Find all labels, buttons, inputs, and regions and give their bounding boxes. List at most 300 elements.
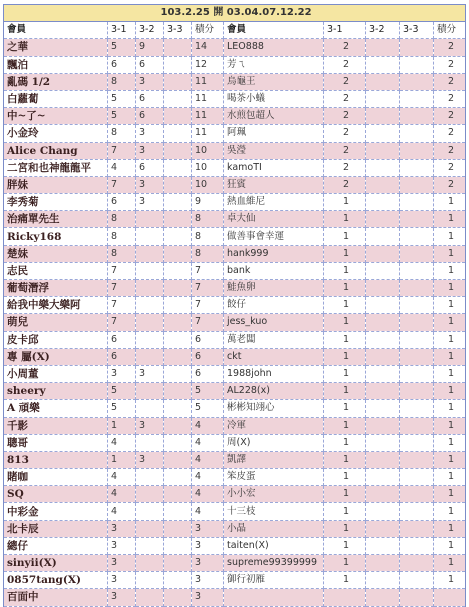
score-3-1-left: 4: [108, 486, 136, 503]
score-3-2-right: [366, 451, 400, 468]
score-3-3-left: [164, 56, 192, 73]
table-row: [4, 280, 466, 297]
member-name-right: LEO888: [224, 39, 324, 56]
total-score-right: [434, 589, 466, 606]
score-3-1-left: 6: [108, 348, 136, 365]
table-row: [4, 142, 466, 159]
member-name-left: Ricky168: [4, 228, 108, 245]
score-3-1-right: 1: [324, 314, 366, 331]
score-3-1-left: 8: [108, 245, 136, 262]
score-3-2-left: [136, 520, 164, 537]
score-3-2-right: [366, 555, 400, 572]
table-row: [4, 434, 466, 451]
score-3-2-left: [136, 228, 164, 245]
score-3-3-right: [400, 176, 434, 193]
score-3-1-left: 5: [108, 108, 136, 125]
score-3-3-right: [400, 486, 434, 503]
total-score-left: 3: [192, 537, 224, 554]
member-name-left: sinyii(X): [4, 555, 108, 572]
member-name-right: bank: [224, 262, 324, 279]
score-3-3-left: [164, 383, 192, 400]
score-3-2-left: 3: [136, 451, 164, 468]
score-3-2-left: 6: [136, 90, 164, 107]
score-3-3-left: [164, 451, 192, 468]
score-3-3-right: [400, 520, 434, 537]
score-3-3-right: [400, 280, 434, 297]
total-score-right: 1: [434, 262, 466, 279]
header-row: [4, 22, 466, 39]
score-3-1-left: 7: [108, 262, 136, 279]
total-score-right: 1: [434, 228, 466, 245]
header-3-1-right: 3-1: [324, 22, 366, 39]
score-3-2-left: 3: [136, 125, 164, 142]
score-3-2-right: [366, 486, 400, 503]
total-score-right: 1: [434, 572, 466, 589]
header-3-2-right: 3-2: [366, 22, 400, 39]
member-name-right: 熱血維尼: [224, 194, 324, 211]
score-3-2-right: [366, 262, 400, 279]
total-score-left: 9: [192, 194, 224, 211]
total-score-right: 1: [434, 486, 466, 503]
total-score-right: 1: [434, 348, 466, 365]
total-score-right: 1: [434, 331, 466, 348]
score-3-2-right: [366, 417, 400, 434]
member-name-right: 笨皮蛋: [224, 469, 324, 486]
total-score-left: 4: [192, 434, 224, 451]
total-score-left: 14: [192, 39, 224, 56]
score-3-2-right: [366, 503, 400, 520]
member-name-left: 中彩金: [4, 503, 108, 520]
score-3-2-right: [366, 400, 400, 417]
total-score-right: 2: [434, 125, 466, 142]
score-3-1-right: 1: [324, 451, 366, 468]
total-score-left: 12: [192, 56, 224, 73]
score-3-1-right: 1: [324, 503, 366, 520]
score-3-1-left: 3: [108, 555, 136, 572]
table-row: [4, 228, 466, 245]
total-score-right: 1: [434, 469, 466, 486]
member-name-left: 胖妹: [4, 176, 108, 193]
score-3-1-right: [324, 589, 366, 606]
total-score-right: 1: [434, 417, 466, 434]
member-name-right: jess_kuo: [224, 314, 324, 331]
member-name-right: hank999: [224, 245, 324, 262]
total-score-left: 8: [192, 228, 224, 245]
score-3-3-left: [164, 555, 192, 572]
score-3-2-right: [366, 39, 400, 56]
score-3-2-left: [136, 211, 164, 228]
member-name-left: 小金玲: [4, 125, 108, 142]
score-3-2-left: [136, 262, 164, 279]
score-3-3-left: [164, 90, 192, 107]
table-row: [4, 348, 466, 365]
total-score-left: 8: [192, 245, 224, 262]
total-score-left: 8: [192, 211, 224, 228]
score-3-1-left: 5: [108, 39, 136, 56]
total-score-left: 10: [192, 142, 224, 159]
score-3-1-left: 3: [108, 589, 136, 606]
score-3-2-right: [366, 211, 400, 228]
score-3-2-right: [366, 297, 400, 314]
member-name-left: 小周董: [4, 365, 108, 382]
total-score-right: 1: [434, 245, 466, 262]
score-3-1-right: 1: [324, 280, 366, 297]
score-3-3-right: [400, 159, 434, 176]
total-score-right: 1: [434, 451, 466, 468]
score-3-2-left: 3: [136, 194, 164, 211]
table-row: [4, 469, 466, 486]
member-name-left: 百面中: [4, 589, 108, 606]
score-3-1-right: 1: [324, 297, 366, 314]
table-row: [4, 176, 466, 193]
table-row: [4, 589, 466, 606]
score-3-2-left: [136, 434, 164, 451]
member-name-left: 白蘿蔔: [4, 90, 108, 107]
score-3-3-right: [400, 434, 434, 451]
score-3-1-right: 2: [324, 108, 366, 125]
score-3-3-right: [400, 331, 434, 348]
total-score-left: 7: [192, 262, 224, 279]
score-3-2-right: [366, 159, 400, 176]
score-3-1-right: 1: [324, 194, 366, 211]
score-3-3-left: [164, 537, 192, 554]
score-3-1-right: 2: [324, 125, 366, 142]
score-3-2-right: [366, 73, 400, 90]
score-3-3-right: [400, 469, 434, 486]
score-3-2-left: [136, 486, 164, 503]
score-3-3-right: [400, 417, 434, 434]
score-3-3-left: [164, 589, 192, 606]
score-3-3-right: [400, 56, 434, 73]
score-3-3-right: [400, 262, 434, 279]
total-score-right: 2: [434, 176, 466, 193]
table-row: [4, 417, 466, 434]
score-3-2-right: [366, 365, 400, 382]
total-score-left: 6: [192, 331, 224, 348]
score-3-2-right: [366, 572, 400, 589]
total-score-left: 7: [192, 280, 224, 297]
score-3-1-right: 1: [324, 537, 366, 554]
table-row: [4, 90, 466, 107]
score-3-1-right: 2: [324, 90, 366, 107]
member-name-right: ckt: [224, 348, 324, 365]
member-name-right: [224, 589, 324, 606]
score-3-3-right: [400, 451, 434, 468]
total-score-left: 4: [192, 486, 224, 503]
score-3-1-left: 8: [108, 211, 136, 228]
total-score-right: 1: [434, 211, 466, 228]
score-3-3-left: [164, 469, 192, 486]
member-name-right: 狂賓: [224, 176, 324, 193]
score-3-3-right: [400, 90, 434, 107]
score-3-1-right: 1: [324, 434, 366, 451]
header-3-3-right: 3-3: [400, 22, 434, 39]
total-score-right: 1: [434, 383, 466, 400]
score-3-1-left: 1: [108, 417, 136, 434]
table-row: [4, 159, 466, 176]
total-score-left: 3: [192, 555, 224, 572]
score-3-1-right: 1: [324, 211, 366, 228]
score-3-2-right: [366, 245, 400, 262]
member-name-right: 烏龜王: [224, 73, 324, 90]
member-name-right: 阿珮: [224, 125, 324, 142]
total-score-left: 5: [192, 400, 224, 417]
table-row: [4, 365, 466, 382]
score-3-1-left: 8: [108, 228, 136, 245]
total-score-right: 1: [434, 400, 466, 417]
score-3-1-left: 4: [108, 503, 136, 520]
score-3-3-left: [164, 125, 192, 142]
score-3-3-left: [164, 417, 192, 434]
score-3-1-left: 7: [108, 280, 136, 297]
score-3-2-right: [366, 108, 400, 125]
member-name-left: 813: [4, 451, 108, 468]
score-3-3-right: [400, 365, 434, 382]
score-3-3-left: [164, 176, 192, 193]
score-3-2-left: 3: [136, 73, 164, 90]
score-3-1-left: 6: [108, 56, 136, 73]
score-3-2-right: [366, 176, 400, 193]
score-3-2-left: [136, 503, 164, 520]
member-name-right: 彬彬知翊心: [224, 400, 324, 417]
total-score-left: 6: [192, 348, 224, 365]
table-row: [4, 39, 466, 56]
member-name-right: 喝茶小蟻: [224, 90, 324, 107]
score-3-3-left: [164, 245, 192, 262]
score-3-3-right: [400, 228, 434, 245]
score-3-1-left: 8: [108, 73, 136, 90]
table-title: 103.2.25 開 03.04.07.12.22: [4, 5, 466, 22]
header-member-left: 會員: [4, 22, 108, 39]
score-3-2-right: [366, 537, 400, 554]
score-3-1-right: 2: [324, 142, 366, 159]
member-name-right: 御行初雁: [224, 572, 324, 589]
member-name-left: 志民: [4, 262, 108, 279]
score-3-2-left: [136, 537, 164, 554]
score-3-1-right: 1: [324, 331, 366, 348]
table-row: [4, 108, 466, 125]
member-name-left: 葡萄潛浮: [4, 280, 108, 297]
score-3-3-left: [164, 297, 192, 314]
score-3-3-left: [164, 108, 192, 125]
total-score-left: 11: [192, 108, 224, 125]
score-3-2-right: [366, 434, 400, 451]
score-3-3-right: [400, 194, 434, 211]
member-name-right: 吳瀅: [224, 142, 324, 159]
score-3-3-left: [164, 211, 192, 228]
score-3-2-left: [136, 331, 164, 348]
score-3-1-left: 7: [108, 176, 136, 193]
score-3-2-right: [366, 331, 400, 348]
score-3-1-right: 1: [324, 486, 366, 503]
score-3-1-right: 1: [324, 469, 366, 486]
score-3-2-right: [366, 589, 400, 606]
member-name-right: 鮭魚卵: [224, 280, 324, 297]
total-score-right: 2: [434, 39, 466, 56]
score-3-3-right: [400, 589, 434, 606]
score-3-1-left: 5: [108, 400, 136, 417]
score-3-3-right: [400, 503, 434, 520]
score-3-3-right: [400, 108, 434, 125]
member-name-right: 水煎包超人: [224, 108, 324, 125]
score-3-1-right: 1: [324, 348, 366, 365]
score-3-1-right: 1: [324, 555, 366, 572]
score-3-1-right: 1: [324, 417, 366, 434]
score-3-1-right: 1: [324, 262, 366, 279]
score-3-1-left: 5: [108, 90, 136, 107]
score-3-2-left: [136, 555, 164, 572]
total-score-left: 5: [192, 383, 224, 400]
score-3-1-left: 3: [108, 572, 136, 589]
table-row: [4, 245, 466, 262]
table-row: [4, 572, 466, 589]
score-3-2-left: [136, 383, 164, 400]
score-3-1-left: 8: [108, 125, 136, 142]
score-3-2-right: [366, 280, 400, 297]
score-3-1-left: 3: [108, 537, 136, 554]
total-score-right: 1: [434, 365, 466, 382]
total-score-right: 1: [434, 194, 466, 211]
score-3-3-left: [164, 503, 192, 520]
member-name-right: 冷軍: [224, 417, 324, 434]
score-3-2-left: [136, 245, 164, 262]
score-3-2-left: 3: [136, 417, 164, 434]
score-3-3-right: [400, 555, 434, 572]
score-3-2-right: [366, 142, 400, 159]
score-3-2-right: [366, 469, 400, 486]
total-score-right: 2: [434, 108, 466, 125]
total-score-left: 7: [192, 297, 224, 314]
member-name-left: 聰哥: [4, 434, 108, 451]
member-name-left: SQ: [4, 486, 108, 503]
total-score-left: 4: [192, 451, 224, 468]
score-3-2-left: 3: [136, 142, 164, 159]
member-name-right: 十三枝: [224, 503, 324, 520]
table-row: [4, 555, 466, 572]
member-name-right: 做善事會幸運: [224, 228, 324, 245]
score-3-3-left: [164, 142, 192, 159]
total-score-left: 6: [192, 365, 224, 382]
score-3-2-left: 9: [136, 39, 164, 56]
score-3-3-left: [164, 520, 192, 537]
header-3-1-left: 3-1: [108, 22, 136, 39]
score-3-1-left: 7: [108, 142, 136, 159]
table-row: [4, 400, 466, 417]
score-3-1-right: 1: [324, 572, 366, 589]
header-score-left: 積分: [192, 22, 224, 39]
score-3-1-right: 2: [324, 159, 366, 176]
header-3-3-left: 3-3: [164, 22, 192, 39]
score-3-1-right: 1: [324, 400, 366, 417]
member-name-left: 之華: [4, 39, 108, 56]
score-3-1-right: 1: [324, 365, 366, 382]
score-3-3-left: [164, 194, 192, 211]
score-3-3-left: [164, 400, 192, 417]
score-3-1-right: 1: [324, 383, 366, 400]
score-3-3-right: [400, 572, 434, 589]
score-3-3-left: [164, 159, 192, 176]
score-3-3-left: [164, 262, 192, 279]
score-table: [3, 4, 466, 607]
score-3-3-left: [164, 280, 192, 297]
member-name-right: kamoTI: [224, 159, 324, 176]
total-score-right: 1: [434, 503, 466, 520]
member-name-right: 卓大仙: [224, 211, 324, 228]
total-score-left: 11: [192, 73, 224, 90]
score-3-3-right: [400, 383, 434, 400]
total-score-right: 2: [434, 73, 466, 90]
member-name-right: AL228(x): [224, 383, 324, 400]
score-3-3-left: [164, 434, 192, 451]
total-score-left: 4: [192, 469, 224, 486]
score-3-2-left: [136, 469, 164, 486]
total-score-right: 1: [434, 555, 466, 572]
score-3-2-right: [366, 228, 400, 245]
total-score-right: 2: [434, 90, 466, 107]
total-score-left: 11: [192, 90, 224, 107]
score-3-1-left: 3: [108, 520, 136, 537]
score-3-2-left: 6: [136, 159, 164, 176]
score-3-2-right: [366, 56, 400, 73]
member-name-left: 飄泊: [4, 56, 108, 73]
member-name-right: taiten(X): [224, 537, 324, 554]
score-3-3-right: [400, 73, 434, 90]
table-row: [4, 486, 466, 503]
score-3-3-right: [400, 400, 434, 417]
table-row: [4, 194, 466, 211]
score-3-3-right: [400, 245, 434, 262]
total-score-right: 2: [434, 159, 466, 176]
member-name-right: 芳ㄟ: [224, 56, 324, 73]
score-3-3-right: [400, 142, 434, 159]
score-3-2-right: [366, 314, 400, 331]
score-3-1-right: 2: [324, 176, 366, 193]
score-3-3-left: [164, 572, 192, 589]
total-score-left: 4: [192, 417, 224, 434]
score-3-1-left: 6: [108, 194, 136, 211]
score-3-2-left: 3: [136, 176, 164, 193]
score-3-2-left: [136, 572, 164, 589]
member-name-left: sheery: [4, 383, 108, 400]
table-row: [4, 383, 466, 400]
total-score-right: 1: [434, 314, 466, 331]
total-score-left: 4: [192, 503, 224, 520]
table-row: [4, 314, 466, 331]
header-score-right: 積分: [434, 22, 466, 39]
table-row: [4, 211, 466, 228]
member-name-left: 治痛單先生: [4, 211, 108, 228]
table-row: [4, 262, 466, 279]
score-3-2-right: [366, 383, 400, 400]
total-score-right: 1: [434, 537, 466, 554]
total-score-left: 11: [192, 125, 224, 142]
total-score-right: 1: [434, 434, 466, 451]
score-3-2-left: 6: [136, 56, 164, 73]
score-3-1-right: 2: [324, 56, 366, 73]
member-name-left: 中~了~: [4, 108, 108, 125]
header-member-right: 會員: [224, 22, 324, 39]
score-3-1-left: 3: [108, 365, 136, 382]
score-3-3-left: [164, 314, 192, 331]
score-3-3-left: [164, 331, 192, 348]
total-score-left: 10: [192, 159, 224, 176]
table-row: [4, 451, 466, 468]
score-3-3-right: [400, 39, 434, 56]
member-name-left: 楚妹: [4, 245, 108, 262]
member-name-right: 小晶: [224, 520, 324, 537]
score-3-2-right: [366, 194, 400, 211]
score-3-2-left: [136, 280, 164, 297]
